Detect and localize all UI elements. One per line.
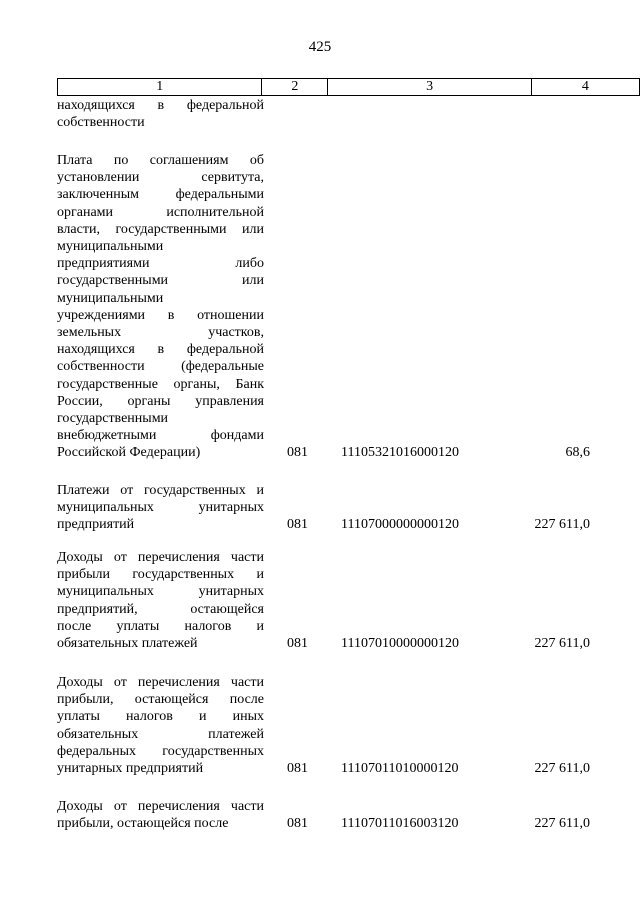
description-line: обязательных платежей	[57, 636, 198, 652]
row-description	[57, 152, 264, 462]
description-line: муниципальными	[57, 239, 164, 255]
row-description	[57, 97, 264, 131]
description-line: власти, государственными или	[57, 221, 264, 237]
description-line: находящихся в федеральной	[57, 98, 264, 113]
column-header-2: 2	[262, 79, 328, 96]
row-description	[57, 674, 264, 777]
description-line: государственными или	[57, 273, 264, 289]
description-line: собственности (федеральные	[57, 359, 264, 375]
description-line: предприятий	[57, 517, 135, 533]
description-line: государственными	[57, 411, 169, 427]
description-line: предприятий, остающейся	[57, 601, 264, 617]
amount-value: 227 611,0	[534, 517, 590, 533]
description-line: органами исполнительной	[57, 204, 264, 220]
description-line: установлении сервитута,	[57, 170, 264, 186]
description-line: Плата по соглашениям об	[57, 153, 264, 168]
budget-classification-code: 11107011016003120	[341, 816, 459, 832]
description-line: федеральных государственных	[57, 743, 264, 759]
description-line: Доходы от перечисления части	[57, 550, 264, 565]
description-line: Доходы от перечисления части	[57, 799, 264, 814]
description-line: унитарных предприятий	[57, 761, 204, 777]
admin-code: 081	[287, 445, 308, 461]
description-line: заключенным федеральными	[57, 187, 264, 203]
description-line: России, органы управления	[57, 393, 264, 409]
column-header-3: 3	[328, 79, 531, 96]
budget-classification-code: 11107011010000120	[341, 761, 459, 776]
amount-value: 227 611,0	[534, 636, 590, 651]
budget-classification-code: 11105321016000120	[341, 445, 459, 461]
description-line: находящихся в федеральной	[57, 342, 264, 358]
column-header-1: 1	[58, 79, 262, 96]
admin-code: 081	[287, 761, 308, 776]
column-header-4: 4	[531, 79, 639, 96]
description-line: предприятиями либо	[57, 256, 264, 272]
description-line: уплаты налогов и иных	[57, 709, 264, 725]
description-line: после уплаты налогов и	[57, 618, 264, 634]
column-header-table	[57, 78, 640, 96]
description-line: государственные органы, Банк	[57, 376, 264, 392]
admin-code: 081	[287, 816, 308, 832]
description-line: обязательных платежей	[57, 726, 264, 742]
description-line: собственности	[57, 115, 145, 131]
budget-classification-code: 11107000000000120	[341, 517, 459, 533]
description-line: муниципальных унитарных	[57, 500, 264, 516]
amount-value: 68,6	[565, 445, 590, 461]
description-line: Доходы от перечисления части	[57, 675, 264, 690]
description-line: Платежи от государственных и	[57, 483, 264, 498]
description-line: муниципальных унитарных	[57, 584, 264, 600]
description-line: Российской Федерации)	[57, 445, 201, 461]
description-line: учреждениями в отношении	[57, 307, 264, 323]
description-line: земельных участков,	[57, 325, 264, 341]
admin-code: 081	[287, 517, 308, 533]
row-description	[57, 798, 264, 832]
description-line: прибыли государственных и	[57, 567, 264, 583]
row-description	[57, 482, 264, 534]
description-line: прибыли, остающейся после	[57, 816, 229, 832]
row-description	[57, 549, 264, 652]
amount-value: 227 611,0	[534, 761, 590, 776]
description-line: прибыли, остающейся после	[57, 692, 264, 708]
amount-value: 227 611,0	[534, 816, 590, 832]
budget-classification-code: 11107010000000120	[341, 636, 459, 651]
description-line: муниципальными	[57, 290, 164, 306]
description-line: внебюджетными фондами	[57, 428, 264, 444]
admin-code: 081	[287, 636, 308, 651]
page-number: 425	[308, 39, 332, 55]
